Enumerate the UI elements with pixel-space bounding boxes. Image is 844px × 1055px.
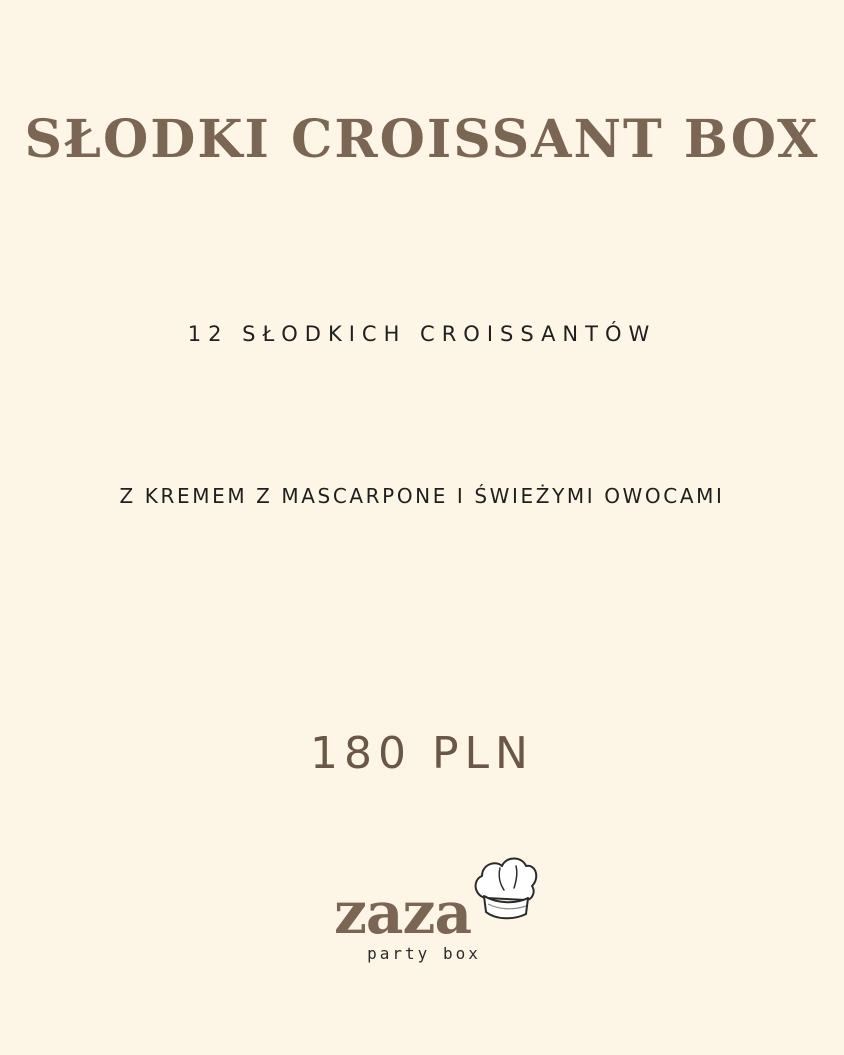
chef-hat-icon — [470, 854, 540, 922]
brand-logo — [322, 852, 542, 972]
product-price: 180 PLN — [310, 728, 534, 779]
page-title: SŁODKI CROISSANT BOX — [24, 109, 820, 170]
brand-wordmark: zaza — [334, 879, 472, 947]
product-description: Z KREMEM Z MASCARPONE I ŚWIEŻYMI OWOCAMI — [119, 484, 725, 508]
brand-tagline: party box — [367, 944, 481, 963]
product-subtitle: 12 SŁODKICH CROISSANTÓW — [187, 322, 657, 346]
